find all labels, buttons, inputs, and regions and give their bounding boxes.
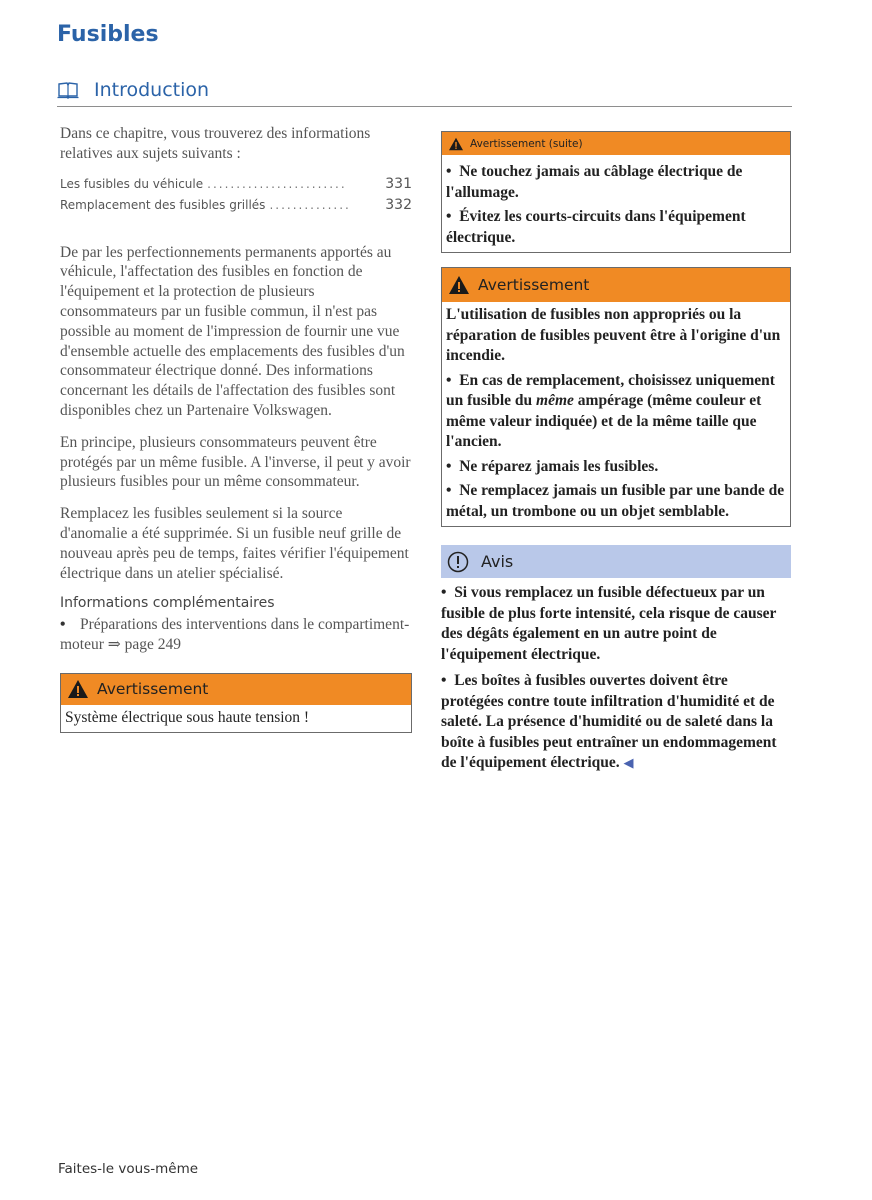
warning-bullet: • En cas de remplacement, choisissez uniquement un fusible du même ampérage (même couleur et même valeur indiquée) et de la même taille que l'ancien. xyxy=(446,371,775,450)
warning-triangle-icon xyxy=(448,137,464,151)
book-icon xyxy=(57,82,79,99)
warning-body xyxy=(442,302,790,526)
warning-header xyxy=(61,674,411,705)
warning-bullet: • Évitez les courts-circuits dans l'équipement électrique. xyxy=(446,208,746,246)
emphasis: même xyxy=(536,392,574,409)
bullet-dot: • xyxy=(446,163,460,180)
bullet-dot: • xyxy=(446,371,460,389)
notice-body xyxy=(441,578,791,774)
toc-entry[interactable] xyxy=(60,197,412,218)
warning-bullet: • Ne réparez jamais les fusibles. xyxy=(446,457,659,475)
notice-bullet: • Si vous remplacez un fusible défectueux par un fusible de plus forte intensité, cela risque de causer des dégâts également en un autre point de l'équipement électrique. xyxy=(441,584,777,663)
toc-entry-label: Remplacement des fusibles grillés xyxy=(60,197,266,212)
warning-intro: L'utilisation de fusibles non appropriés ou la réparation de fusibles peuvent être à l'origine d'un incendie. xyxy=(446,306,781,364)
toc-entry[interactable] xyxy=(60,176,412,197)
warning-triangle-icon xyxy=(67,679,89,699)
warning-triangle-icon xyxy=(448,275,470,295)
left-column xyxy=(60,124,412,733)
body-paragraph: De par les perfectionnements permanents apportés au véhicule, l'affectation des fusibles en fonction de l'équipement et la protection de plusieurs consommateurs par un fusible commun, il n'est pas possible au moment de l'impression de fournir une vue d'ensemble actuelle des emplacements des fusibles d'un consommateur électrique donné. Des informations concernant les détails de l'affectation des fusibles sont disponibles chez un Partenaire Volkswagen. xyxy=(60,243,405,419)
bullet-dot: • xyxy=(60,616,66,634)
info-heading: Informations complémentaires xyxy=(60,595,275,612)
toc-entry-page: 332 xyxy=(385,196,412,213)
warning-bullet: • Ne touchez jamais au câblage électrique de l'allumage. xyxy=(446,163,743,201)
info-bullet xyxy=(60,615,412,655)
section-heading xyxy=(57,78,792,107)
page-footer: Faites-le vous-même xyxy=(58,1161,199,1177)
body-paragraph: Remplacez les fusibles seulement si la source d'anomalie a été supprimée. Si un fusible neuf grille de nouveau après peu de temps, faites vérifier l'équipement électrique dans un atelier spécialisé. xyxy=(60,505,409,582)
bullet-dot: • xyxy=(446,208,460,225)
bullet-dot: • xyxy=(446,457,460,475)
warning-bullet: • Ne remplacez jamais un fusible par une bande de métal, un trombone ou un objet semblable. xyxy=(446,482,785,520)
info-circle-icon xyxy=(447,551,469,573)
end-of-section-icon: ◀ xyxy=(623,755,634,770)
toc-entry-label: Les fusibles du véhicule xyxy=(60,176,204,191)
warning-continued-header xyxy=(442,132,790,155)
warning-box xyxy=(60,673,412,734)
intro-text: Dans ce chapitre, vous trouverez des informations relatives aux sujets suivants : xyxy=(60,125,371,162)
warning-continued-body xyxy=(442,155,790,252)
body-paragraph: En principe, plusieurs consommateurs peuvent être protégés par un même fusible. A l'inverse, il peut y avoir plusieurs fusibles pour un même consommateur. xyxy=(60,433,411,491)
notice-header xyxy=(441,545,791,578)
toc-entry-page: 331 xyxy=(385,175,412,192)
warning-continued-title: Avertissement (suite) xyxy=(470,137,583,150)
notice-title: Avis xyxy=(481,552,514,571)
chapter-toc xyxy=(60,176,412,218)
warning-header xyxy=(442,268,790,302)
warning-title: Avertissement xyxy=(97,680,209,699)
right-column xyxy=(441,131,791,780)
section-title: Introduction xyxy=(94,79,210,101)
notice-box xyxy=(441,545,791,774)
notice-bullet: • Les boîtes à fusibles ouvertes doivent être protégées contre toute infiltration d'humidité et de saleté. La présence d'humidité ou de saleté dans la boîte à fusibles peut entraîner un endommagement de l'équipement électrique. ◀ xyxy=(441,672,777,771)
warning-box xyxy=(441,267,791,527)
page-title: Fusibles xyxy=(57,22,159,47)
info-bullet-link[interactable]: Préparations des interventions dans le compartiment-moteur ⇒ page 249 xyxy=(60,616,410,654)
toc-leader: ........................ xyxy=(207,176,347,191)
bullet-dot: • xyxy=(441,672,455,689)
warning-text: Système électrique sous haute tension ! xyxy=(65,708,310,726)
warning-title: Avertissement xyxy=(478,276,590,294)
bullet-dot: • xyxy=(446,482,460,499)
warning-continued-box xyxy=(441,131,791,253)
toc-leader: .............. xyxy=(269,197,351,212)
bullet-dot: • xyxy=(441,584,455,601)
